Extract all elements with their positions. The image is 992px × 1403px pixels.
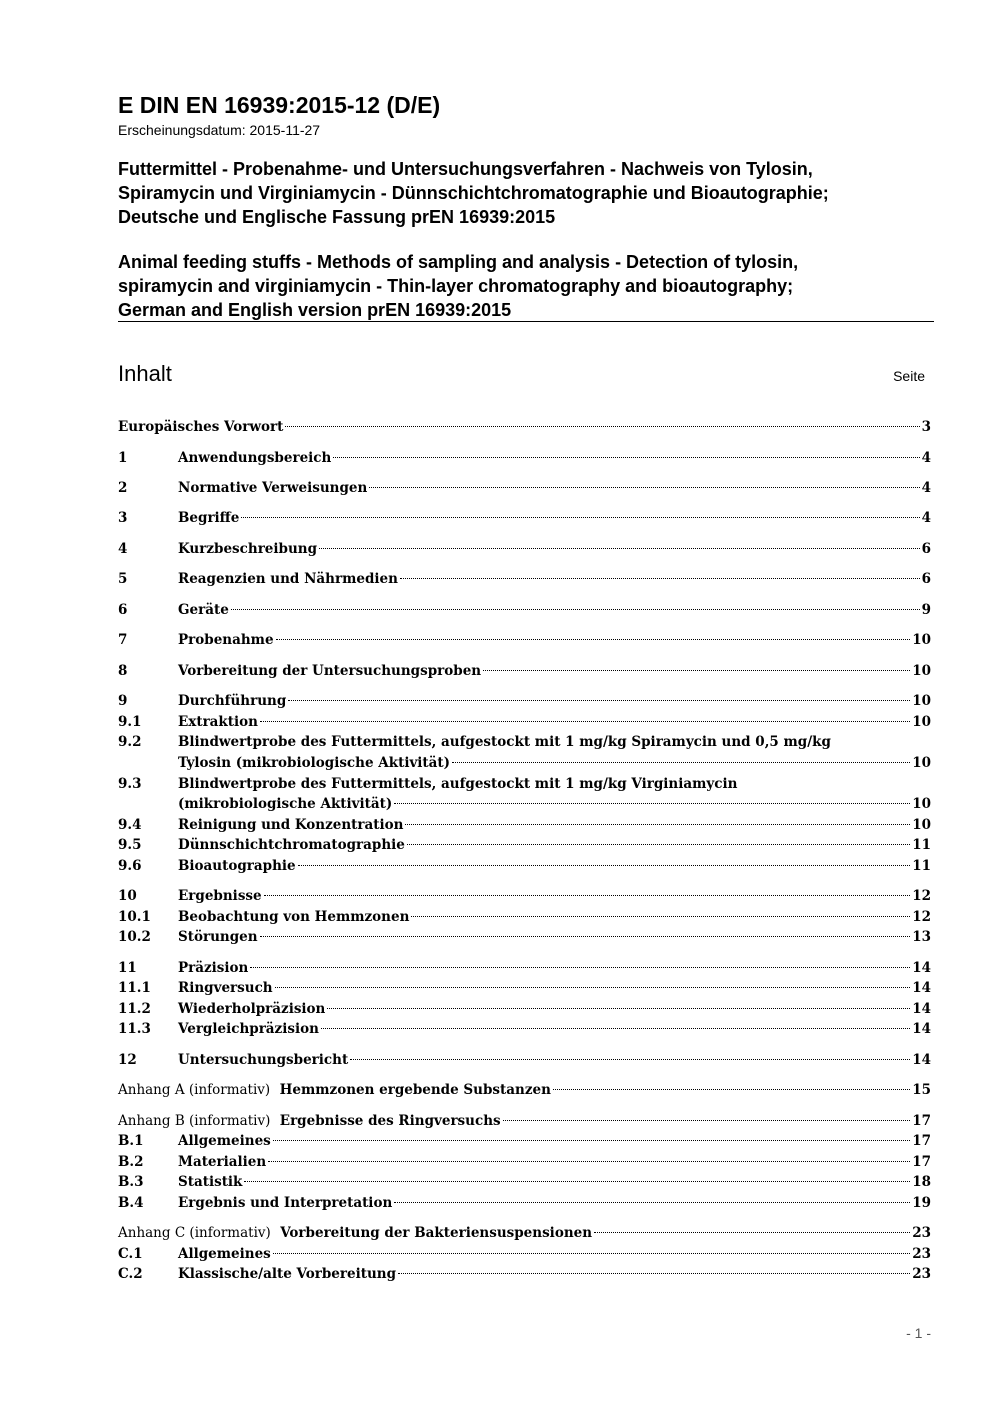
toc-entry-number: B.3 [118,1174,144,1190]
toc-entry[interactable] [118,774,931,795]
toc-entry-page: 17 [912,1133,931,1149]
toc-entry-title: Allgemeines [178,1133,271,1149]
toc-entry-page: 17 [912,1154,931,1170]
toc-entry-title: Reinigung und Konzentration [178,817,404,833]
title-english-line: spiramycin and virginiamycin - Thin-layer chromatography and bioautography; [118,276,794,296]
toc-entry-number: 9 [118,693,128,709]
toc-entry-page: 14 [912,1021,931,1037]
toc-entry[interactable] [118,539,931,560]
page-number: - 1 - [906,1325,931,1341]
toc-leader [319,548,920,549]
toc-entry-page: 15 [912,1082,931,1098]
toc-entry-title: Reagenzien und Nährmedien [178,571,398,587]
toc-entry-page: 18 [912,1174,931,1190]
toc-entry-title: Blindwertprobe des Futtermittels, aufgestockt mit 1 mg/kg Virginiamycin [178,776,738,792]
toc-heading: Inhalt [118,361,172,386]
toc-entry-page: 6 [921,571,931,587]
toc-entry-number: 8 [118,663,128,679]
toc-entry[interactable] [118,1050,931,1071]
toc-entry-page: 11 [912,837,931,853]
toc-entry-title: Statistik [178,1174,243,1190]
title-english-line: German and English version prEN 16939:2015 [118,300,512,320]
toc-leader [260,721,910,722]
toc-entry-number: 1 [118,450,128,466]
toc-leader [276,639,911,640]
toc-entry-number: 6 [118,602,128,618]
toc-entry-number: 3 [118,510,128,526]
toc-leader [244,1181,910,1182]
toc-entry-title: Ergebnisse [178,888,262,904]
header-divider [118,321,934,322]
toc-entry-page: 14 [912,960,931,976]
toc-entry[interactable] [118,732,931,753]
toc-entry-page: 9 [921,602,931,618]
toc-entry[interactable] [118,691,931,712]
toc-entry-title: Wiederholpräzision [178,1001,326,1017]
toc-annex-label: Anhang C (informativ) [118,1225,271,1241]
toc-entry[interactable] [118,630,931,651]
toc-entry[interactable] [118,815,931,836]
title-german-line: Futtermittel - Probenahme- und Untersuchungsverfahren - Nachweis von Tylosin, [118,159,813,179]
toc-entry-page: 10 [912,817,931,833]
toc-entry-number: 12 [118,1052,137,1068]
title-german-line: Deutsche und Englische Fassung prEN 16939:2015 [118,207,556,227]
toc-entry[interactable] [118,448,931,469]
toc-leader [350,1059,910,1060]
toc-entry-title: Allgemeines [178,1246,271,1262]
toc-entry-page: 23 [912,1246,931,1262]
toc-entry-page: 11 [912,858,931,874]
toc-leader [452,762,910,763]
toc-entry-page: 12 [912,888,931,904]
toc-entry-page: 23 [912,1225,931,1241]
toc-entry-number: B.4 [118,1195,144,1211]
toc-entry-continuation[interactable] [118,794,931,815]
toc-leader [260,936,911,937]
toc-leader [273,1253,910,1254]
toc-entry-number: C.1 [118,1246,143,1262]
title-english-line: Animal feeding stuffs - Methods of sampling and analysis - Detection of tylosin, [118,252,799,272]
title-german-line: Spiramycin und Virginiamycin - Dünnschichtchromatographie und Bioautographie; [118,183,829,203]
toc-entry-page: 13 [912,929,931,945]
toc-entry[interactable] [118,478,931,499]
toc-entry-page: 19 [912,1195,931,1211]
toc-leader [407,844,910,845]
toc-entry-number: 9.4 [118,817,142,833]
toc-leader [250,967,910,968]
toc-leader [273,1140,910,1141]
toc-leader [405,824,910,825]
toc-leader [241,517,919,518]
toc-entry-title-continued: (mikrobiologische Aktivität) [178,796,393,812]
toc-entry[interactable] [118,978,931,999]
toc-leader [411,916,910,917]
document-id: E DIN EN 16939:2015-12 (D/E) [118,92,441,118]
toc-entry-page: 14 [912,1052,931,1068]
toc-entry-title: Klassische/alte Vorbereitung [178,1266,397,1282]
toc-entry[interactable] [118,835,931,856]
toc-entry-number: 9.5 [118,837,142,853]
toc-entry[interactable] [118,1264,931,1285]
toc-annex-label: Anhang B (informativ) [118,1113,271,1129]
toc-entry-title: Dünnschichtchromatographie [178,837,405,853]
toc-leader [503,1120,911,1121]
toc-entry-title: Normative Verweisungen [178,480,368,496]
toc-leader [553,1089,910,1090]
toc-entry[interactable] [118,927,931,948]
toc-leader [594,1232,910,1233]
toc-entry[interactable] [118,999,931,1020]
toc-entry-title: Durchführung [178,693,287,709]
toc-entry-number: B.1 [118,1133,144,1149]
toc-entry-page: 10 [912,796,931,812]
toc-entry-title: Europäisches Vorwort [118,419,284,435]
toc-leader [394,1202,910,1203]
toc-entry-page: 17 [912,1113,931,1129]
toc-entry-number: 9.2 [118,734,142,750]
toc-entry-page: 14 [912,980,931,996]
toc-leader [369,487,919,488]
toc-entry-page: 10 [912,663,931,679]
toc-page-column-label: Seite [893,368,925,384]
toc-entry-number: 7 [118,632,128,648]
toc-entry-page: 10 [912,755,931,771]
toc-entry-title: Beobachtung von Hemmzonen [178,909,410,925]
toc-leader [327,1008,910,1009]
title-english [118,250,798,322]
toc-entry[interactable] [118,1131,931,1152]
toc-entry-title: Vorbereitung der Untersuchungsproben [178,663,482,679]
toc-entry-title: Blindwertprobe des Futtermittels, aufgestockt mit 1 mg/kg Spiramycin und 0,5 mg/kg [178,734,831,750]
toc-entry[interactable] [118,1019,931,1040]
toc-leader [321,1028,910,1029]
toc-entry-number: 11.1 [118,980,151,996]
toc-entry-title: Ergebnis und Interpretation [178,1195,393,1211]
toc-entry[interactable] [118,856,931,877]
toc-entry[interactable] [118,661,931,682]
toc-leader [288,700,910,701]
toc-entry-title: Vorbereitung der Bakteriensuspensionen [280,1225,593,1241]
toc-entry-number: 11.2 [118,1001,151,1017]
toc-leader [264,895,911,896]
toc-entry-number: C.2 [118,1266,143,1282]
toc-entry-title: Geräte [178,602,229,618]
toc-entry-number: B.2 [118,1154,144,1170]
toc-entry-title: Vergleichpräzision [178,1021,319,1037]
toc-entry-page: 6 [921,541,931,557]
toc-entry[interactable] [118,1152,931,1173]
toc-annex-entry[interactable] [118,1111,931,1132]
toc-entry-title: Ringversuch [178,980,273,996]
toc-entry[interactable] [118,907,931,928]
toc-annex-entry[interactable] [118,1223,931,1244]
toc-entry-page: 4 [921,450,931,466]
toc-entry-page: 23 [912,1266,931,1282]
toc-entry-title: Untersuchungsbericht [178,1052,349,1068]
toc-entry-number: 10.2 [118,929,151,945]
toc-entry-page: 4 [921,480,931,496]
toc-entry-title: Anwendungsbereich [178,450,332,466]
toc-entry-number: 11.3 [118,1021,151,1037]
toc-leader [398,1273,910,1274]
toc-entry-title: Probenahme [178,632,274,648]
toc-entry-page: 12 [912,909,931,925]
toc-entry-page: 10 [912,632,931,648]
toc-entry[interactable] [118,1244,931,1265]
toc-entry-title: Materialien [178,1154,267,1170]
toc-entry[interactable] [118,600,931,621]
toc-leader [268,1161,910,1162]
toc-entry-title: Hemmzonen ergebende Substanzen [279,1082,551,1098]
toc-entry-page: 10 [912,714,931,730]
toc-entry-page: 3 [921,419,931,435]
toc-leader [400,578,920,579]
toc-entry-title: Störungen [178,929,258,945]
toc-annex-entry[interactable] [118,1080,931,1101]
toc-annex-label: Anhang A (informativ) [118,1082,271,1098]
toc-entry[interactable] [118,1193,931,1214]
toc-entry-title: Kurzbeschreibung [178,541,318,557]
toc-leader [298,865,911,866]
toc-entry-number: 4 [118,541,128,557]
toc-entry-page: 4 [921,510,931,526]
toc-entry-number: 5 [118,571,128,587]
toc-leader [275,987,911,988]
toc-entry[interactable] [118,569,931,590]
toc-entry-title: Extraktion [178,714,258,730]
toc-entry-title: Begriffe [178,510,240,526]
toc-entry[interactable] [118,417,931,438]
toc-leader [285,426,919,427]
toc-entry[interactable] [118,712,931,733]
toc-leader [231,609,920,610]
toc-entry-number: 10 [118,888,137,904]
publication-date: Erscheinungsdatum: 2015-11-27 [118,122,321,138]
toc-entry[interactable] [118,508,931,529]
toc-entry[interactable] [118,886,931,907]
toc-entry-page: 10 [912,693,931,709]
toc-entry[interactable] [118,1172,931,1193]
toc-entry-page: 14 [912,1001,931,1017]
title-german [118,157,829,229]
toc-leader [483,670,910,671]
toc-entry-number: 9.1 [118,714,142,730]
toc-entry-number: 2 [118,480,128,496]
toc-entry-number: 9.6 [118,858,142,874]
toc-entry-title: Bioautographie [178,858,296,874]
toc-leader [333,457,919,458]
toc-entry-number: 9.3 [118,776,142,792]
toc-entry-continuation[interactable] [118,753,931,774]
toc-entry-number: 11 [118,960,137,976]
toc-entry-title: Präzision [178,960,249,976]
toc-leader [394,803,910,804]
toc-entry-title-continued: Tylosin (mikrobiologische Aktivität) [178,755,451,771]
toc-entry[interactable] [118,958,931,979]
toc-entry-title: Ergebnisse des Ringversuchs [279,1113,501,1129]
toc-entry-number: 10.1 [118,909,151,925]
